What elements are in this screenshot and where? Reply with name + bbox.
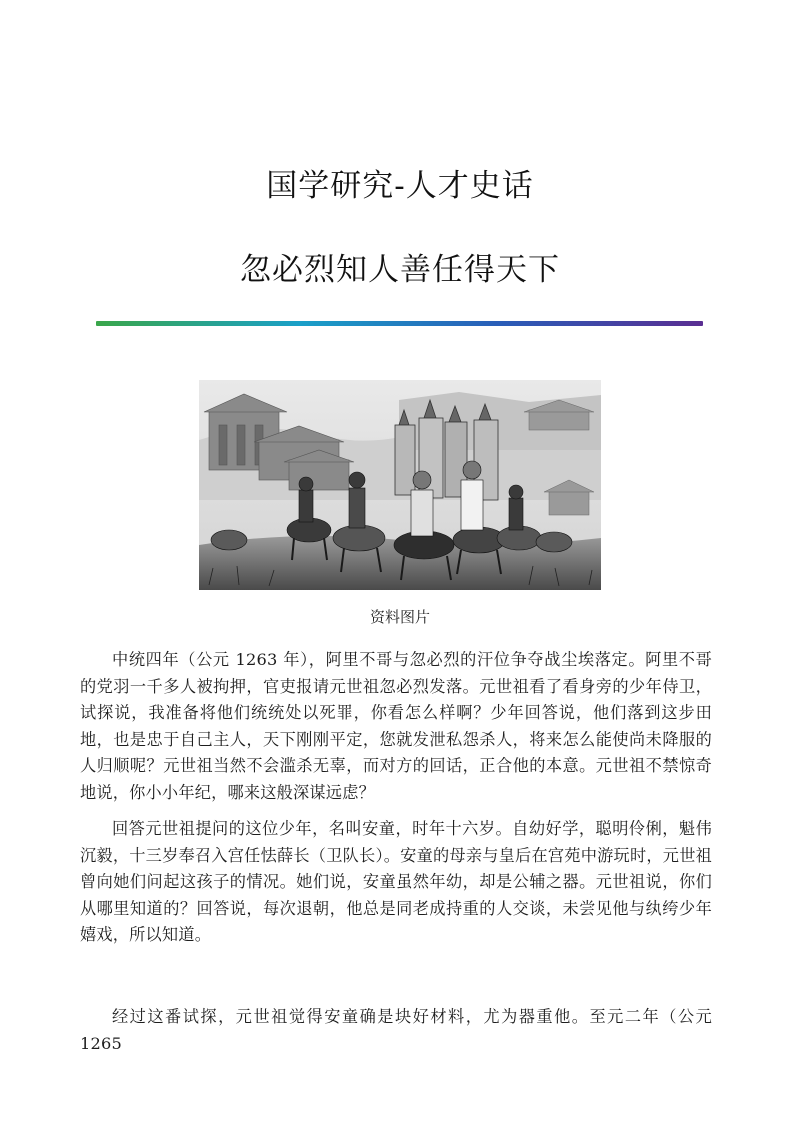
document-title-line2: 忽必烈知人善任得天下 (240, 252, 560, 288)
paragraph-3: 经过这番试探，元世祖觉得安童确是块好材料，尤为器重他。至元二年（公元 1265 (80, 1007, 712, 1053)
paragraph-1: 中统四年（公元 1263 年），阿里不哥与忽必烈的汗位争夺战尘埃落定。阿里不哥的党羽一千多人被拘押，官吏报请元世祖忽必烈发落。元世祖看了看身旁的少年侍卫，试探说，我准备将他们统统处以死罪，你看怎么样啊？少年回答说，他们落到这步田地，也是忠于自己主人，天下刚刚平定，您就发泄私怨杀人，将来怎么能使尚未降服的人归顺呢？元世祖当然不会滥杀无辜，而对方的回话，正合他的本意。元世祖不禁惊奇地说，你小小年纪，哪来这般深谋远虑？ (80, 650, 712, 802)
gradient-divider (96, 321, 703, 326)
document-title-line1: 国学研究-人才史话 (266, 168, 534, 204)
figure-caption: 资料图片 (369, 608, 430, 626)
historical-illustration (199, 380, 601, 590)
paragraph-2: 回答元世祖提问的这位少年，名叫安童，时年十六岁。自幼好学，聪明伶俐，魁伟沉毅，十三岁奉召入宫任怯薛长（卫队长）。安童的母亲与皇后在宫苑中游玩时，元世祖曾向她们问起这孩子的情况。她们说，安童虽然年幼，却是公辅之器。元世祖说，你们从哪里知道的？回答说，每次退朝，他总是同老成持重的人交谈，未尝见他与纨绔少年嬉戏，所以知道。 (80, 819, 712, 944)
